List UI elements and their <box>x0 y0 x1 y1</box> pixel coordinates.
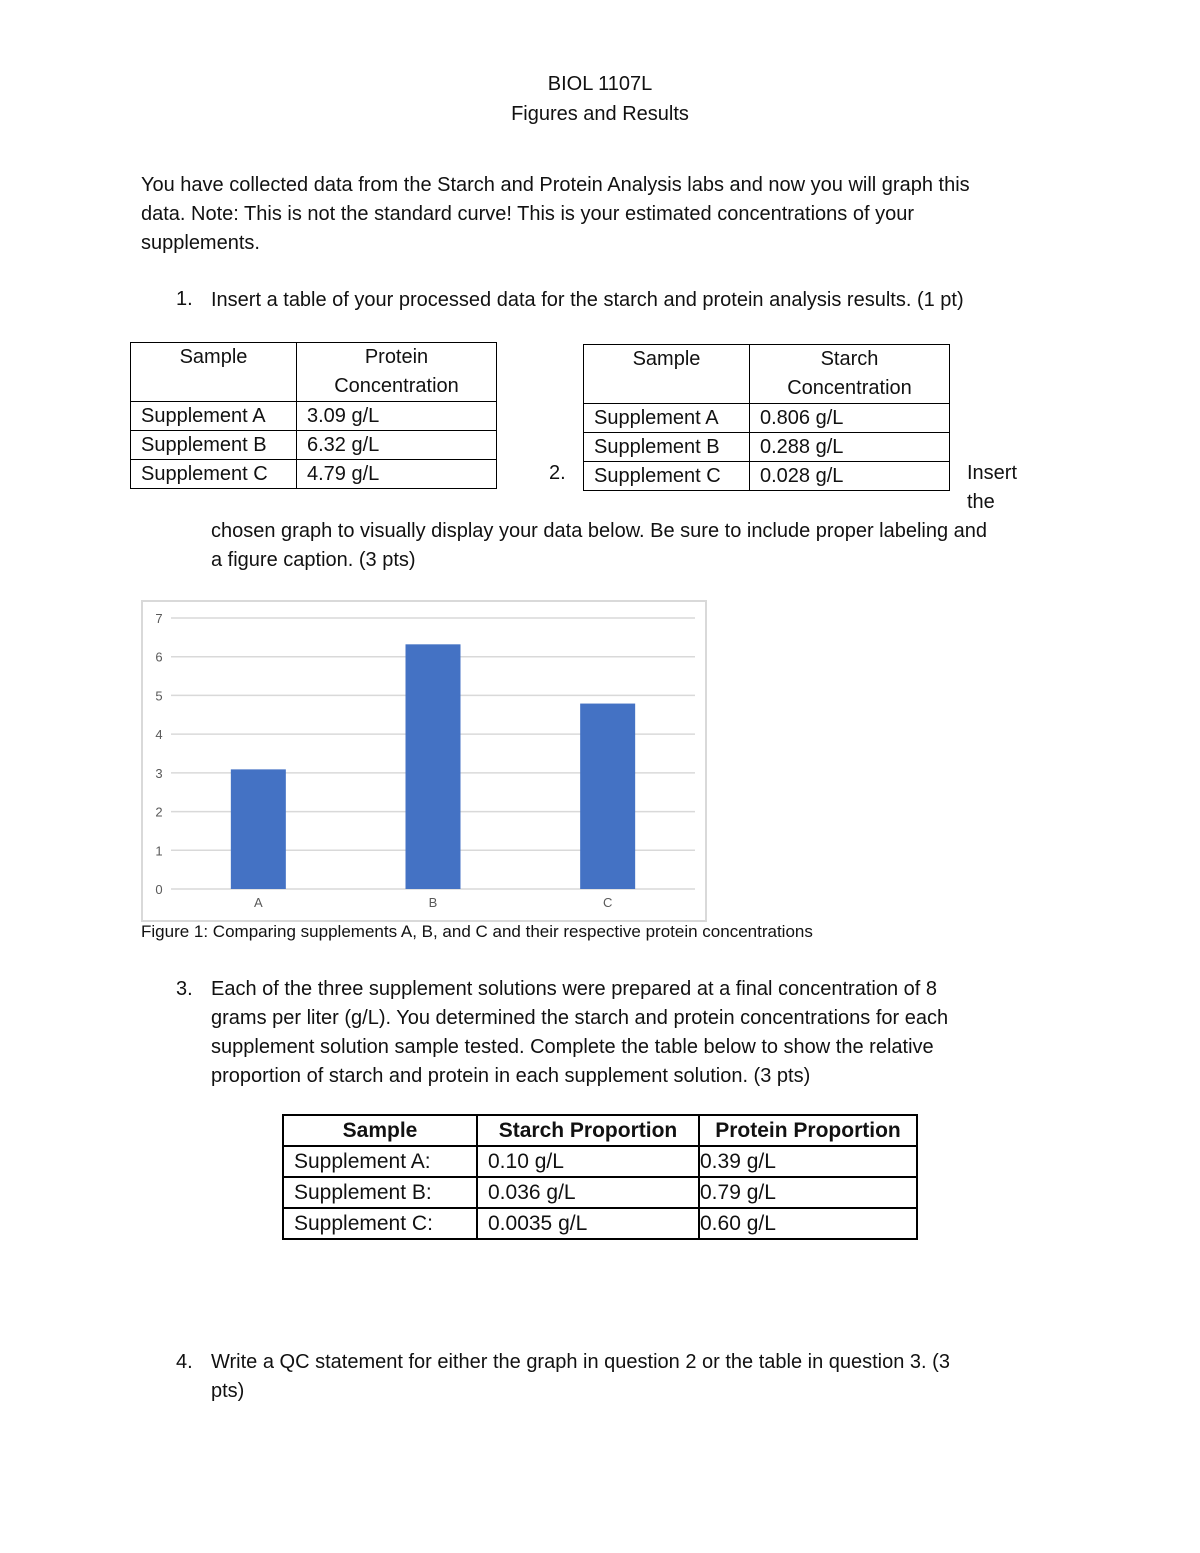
cell-protein: 0.60 g/L <box>699 1208 917 1239</box>
protein-concentration-table <box>130 342 497 489</box>
header-starch-proportion: Starch Proportion <box>477 1115 699 1146</box>
header-starch-concentration <box>750 345 950 404</box>
intro-line-2: data. Note: This is not the standard curve! This is your estimated concentrations of your <box>141 203 914 225</box>
intro-line-3: supplements. <box>141 232 260 254</box>
cell-value: 0.806 g/L <box>750 404 950 433</box>
bar-c <box>580 704 635 889</box>
y-tick-label: 5 <box>155 688 163 704</box>
header-line-1: Protein <box>364 346 429 368</box>
question-2-text <box>211 517 987 575</box>
cell-starch: 0.0035 g/L <box>477 1208 699 1239</box>
cell-starch: 0.036 g/L <box>477 1177 699 1208</box>
chart-canvas <box>143 602 705 920</box>
bar-b <box>406 644 461 889</box>
cell-value: 6.32 g/L <box>297 431 497 460</box>
table-row <box>584 433 950 462</box>
y-tick-label: 1 <box>155 843 163 859</box>
table-row <box>584 462 950 491</box>
question-2-line-1: chosen graph to visually display your data below. Be sure to include proper labeling and <box>211 520 988 542</box>
x-tick-label: C <box>602 895 613 910</box>
bar-a <box>231 769 286 889</box>
x-tick-label: B <box>428 895 438 910</box>
cell-protein: 0.79 g/L <box>699 1177 917 1208</box>
proportion-table <box>282 1114 918 1240</box>
table-row <box>131 460 497 489</box>
header-sample: Sample <box>131 343 297 402</box>
cell-sample: Supplement B <box>131 431 297 460</box>
question-2-number: 2. <box>549 462 566 484</box>
x-tick-label: A <box>253 895 263 910</box>
header-sample: Sample <box>283 1115 477 1146</box>
question-4-line-1: Write a QC statement for either the graph in question 2 or the table in question 3. (3 <box>211 1351 950 1373</box>
header-sample: Sample <box>584 345 750 404</box>
intro-paragraph <box>141 171 970 258</box>
course-title: BIOL 1107L <box>547 73 653 95</box>
page-subtitle: Figures and Results <box>511 103 689 125</box>
table-row <box>131 431 497 460</box>
table-row <box>584 404 950 433</box>
y-tick-label: 2 <box>155 804 163 820</box>
y-tick-label: 3 <box>155 765 163 781</box>
y-tick-label: 4 <box>155 727 163 743</box>
header-line-1: Starch <box>820 348 879 370</box>
question-4-number: 4. <box>176 1351 193 1373</box>
y-tick-label: 0 <box>155 882 163 897</box>
table-row <box>283 1208 917 1239</box>
question-3-line-2: grams per liter (g/L). You determined the starch and protein concentrations for each <box>211 1007 949 1029</box>
cell-sample: Supplement C <box>131 460 297 489</box>
cell-sample: Supplement B <box>584 433 750 462</box>
question-4-text <box>211 1348 950 1406</box>
question-3-line-3: supplement solution sample tested. Complete the table below to show the relative <box>211 1036 934 1058</box>
table-row <box>283 1177 917 1208</box>
intro-line-1: You have collected data from the Starch and Protein Analysis labs and now you will graph this <box>141 174 970 196</box>
cell-sample: Supplement C: <box>283 1208 477 1239</box>
question-4-line-2: pts) <box>211 1380 245 1402</box>
table-row <box>283 1146 917 1177</box>
header-line-2: Concentration <box>334 375 459 397</box>
figure-caption: Figure 1: Comparing supplements A, B, and C and their respective protein concentrations <box>141 922 813 941</box>
cell-protein: 0.39 g/L <box>699 1146 917 1177</box>
cell-sample: Supplement A: <box>283 1146 477 1177</box>
cell-value: 0.028 g/L <box>750 462 950 491</box>
header-protein-concentration <box>297 343 497 402</box>
question-2-line-2: a figure caption. (3 pts) <box>211 549 416 571</box>
protein-bar-chart <box>141 600 707 922</box>
header-protein-proportion: Protein Proportion <box>699 1115 917 1146</box>
question-3-number: 3. <box>176 978 193 1000</box>
table-header-row <box>131 343 497 402</box>
cell-sample: Supplement B: <box>283 1177 477 1208</box>
starch-concentration-table <box>583 344 950 491</box>
cell-starch: 0.10 g/L <box>477 1146 699 1177</box>
question-3-text <box>211 975 948 1091</box>
cell-value: 4.79 g/L <box>297 460 497 489</box>
question-2-the-word: the <box>967 491 995 513</box>
table-header-row <box>584 345 950 404</box>
y-tick-label: 6 <box>155 649 163 665</box>
cell-sample: Supplement A <box>131 402 297 431</box>
cell-value: 3.09 g/L <box>297 402 497 431</box>
question-3-line-4: proportion of starch and protein in each supplement solution. (3 pts) <box>211 1065 811 1087</box>
table-row <box>131 402 497 431</box>
question-3-line-1: Each of the three supplement solutions were prepared at a final concentration of 8 <box>211 978 938 1000</box>
cell-value: 0.288 g/L <box>750 433 950 462</box>
question-1-number: 1. <box>176 288 193 310</box>
cell-sample: Supplement A <box>584 404 750 433</box>
table-header-row <box>283 1115 917 1146</box>
header-line-2: Concentration <box>787 377 912 399</box>
question-1-text: Insert a table of your processed data for the starch and protein analysis results. (1 pt) <box>211 289 964 311</box>
question-2-insert-word: Insert <box>967 462 1018 484</box>
y-tick-label: 7 <box>155 611 163 626</box>
cell-sample: Supplement C <box>584 462 750 491</box>
